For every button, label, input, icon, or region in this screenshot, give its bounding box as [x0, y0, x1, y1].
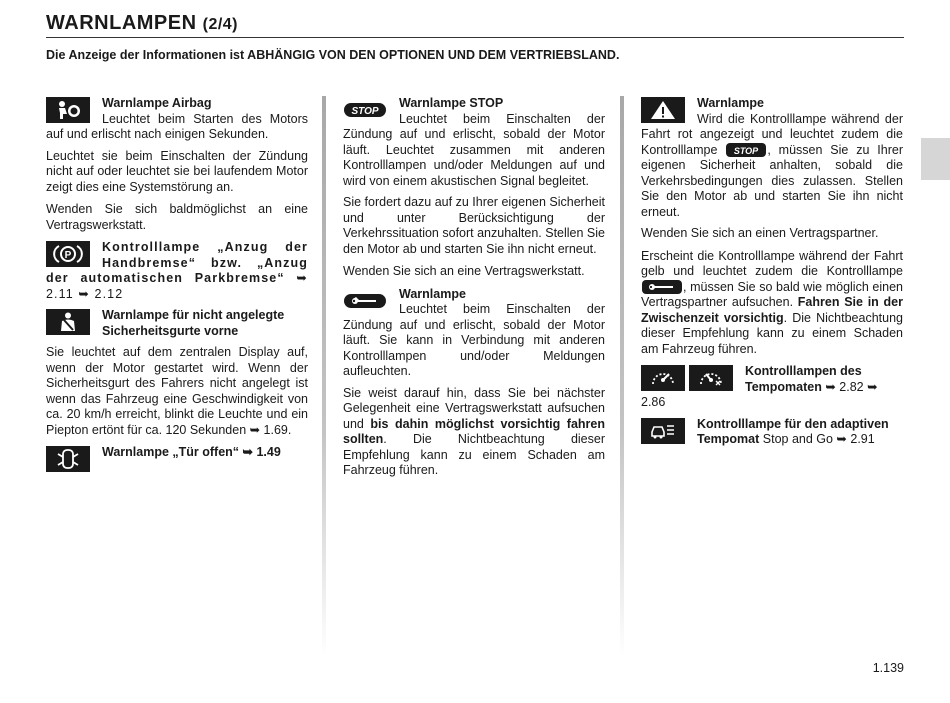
- door-open-icon: [46, 446, 90, 472]
- page-title: WARNLAMPEN (2/4): [46, 12, 239, 34]
- stop-text-1: Leuchtet beim Einschalten der Zündung auf und erlischt, sobald der Motor läuft. Leuchtet zusammen mit anderen Kontrolllampen und/oder Meldungen auf und wird von einem akustischen Signal begleitet.: [343, 111, 605, 188]
- airbag-text-2: Leuchtet sie beim Einschalten der Zündung nicht auf oder leuchtet sie bei laufendem Motor zeigt dies eine Systemstörung an.: [46, 148, 308, 194]
- column-2: [343, 96, 605, 486]
- warning-text-2: Wenden Sie sich an einen Vertragspartner.: [641, 226, 879, 240]
- entry-airbag: [46, 96, 308, 143]
- handbrake-title: Kontrolllampe „Anzug der Handbremse“ bzw. „Anzug der automatischen Parkbremse“: [46, 240, 308, 285]
- column-separator-2: [620, 96, 624, 656]
- warning-text-1: Wird die Kontrolllampe während der Fahrt rot angezeigt und leuchtet zudem die Kontrolllampe STOP , müssen Sie zu Ihrer eigenen Sicherheit anhalten, sobald die Verkehrsbedingungen dies zulassen. Stellen Sie den Motor ab und starten Sie ihn nicht erneut.: [641, 111, 903, 219]
- entry-service: [343, 287, 605, 380]
- service-text-1: Leuchtet beim Einschalten der Zündung auf und erlischt, sobald der Motor läuft. Sie kann in Verbindung mit anderen Kontrolllampen und/oder Meldungen aufleuchten.: [343, 302, 605, 378]
- title-rule: [46, 37, 904, 38]
- stop-text-3: Wenden Sie sich an eine Vertragswerkstatt.: [343, 264, 585, 278]
- seatbelt-text: Sie leuchtet auf dem zentralen Display auf, wenn der Motor gestartet wird. Wenn der Sicherheitsgurt des Fahrers nicht angelegt ist wenn das Fahrzeug eine Geschwindigkeit von ca. 20 km/h erreicht, blinkt die Leuchte und ein Piepton ertönt für ca. 120 Sekunden ➥ 1.69.: [46, 345, 308, 437]
- cruise-ref: ➥ 2.82 ➥ 2.86: [641, 379, 878, 409]
- service-title: Warnlampe: [399, 286, 466, 301]
- page-title-part: (2/4): [202, 16, 239, 33]
- svg-text:P: P: [64, 250, 72, 261]
- entry-cruise: [641, 364, 903, 411]
- door-ref: ➥ 1.49: [242, 445, 281, 459]
- entry-stop: [343, 96, 605, 189]
- warning-title: Warnlampe: [697, 96, 764, 110]
- warning-triangle-icon: [641, 97, 685, 123]
- page-number: 1.139: [872, 661, 904, 675]
- acc-title: Kontrolllampe für den adaptiven Tempomat: [697, 416, 889, 446]
- entry-warning: [641, 96, 903, 220]
- svg-text:STOP: STOP: [734, 146, 759, 157]
- handbrake-ref: ➥ 2.11 ➥ 2.12: [46, 271, 308, 301]
- entry-handbrake: [46, 240, 308, 302]
- airbag-title: Warnlampe Airbag: [102, 96, 212, 110]
- acc-ref: ➥ 2.91: [836, 432, 875, 446]
- speed-limiter-icon: [689, 365, 733, 391]
- airbag-text-3: Wenden Sie sich baldmöglichst an eine Vertragswerkstatt.: [46, 202, 308, 232]
- entry-door: [46, 445, 308, 474]
- airbag-text-1: Leuchtet beim Starten des Motors auf und erlischt nach einigen Sekunden.: [46, 111, 308, 141]
- seatbelt-title: Warnlampe für nicht angelegte Sicherheitsgurte vorne: [102, 308, 285, 338]
- warning-text-3: Erscheint die Kontrolllampe während der Fahrt gelb und leuchtet zudem die Kontrolllampe , müssen Sie so bald wie möglich einen Vertragspartner aufsuchen. Fahren Sie in der Zwischenzeit vorsichtig. Die Nichtbeachtung dieser Empfehlung kann zu einem Schaden am Fahrzeug führen.: [641, 248, 904, 356]
- wrench-inline-icon: [642, 280, 682, 294]
- service-text-2: Sie weist darauf hin, dass Sie bei nächster Gelegenheit eine Vertragswerkstatt aufsuchen und bis dahin möglichst vorsichtig fahren sollten. Die Nichtbeachtung dieser Empfehlung kann zu einem Schaden am Fahrzeug führen.: [343, 385, 605, 477]
- chapter-tab: [921, 138, 950, 180]
- airbag-warning-icon: [46, 97, 90, 123]
- parking-brake-icon: [46, 241, 90, 267]
- entry-seatbelt: [46, 308, 308, 339]
- column-1: [46, 96, 308, 480]
- wrench-icon: [343, 288, 387, 314]
- stop-title: Warnlampe STOP: [399, 96, 504, 110]
- stop-icon-text: STOP: [351, 106, 379, 117]
- seatbelt-icon: [46, 309, 90, 335]
- cruise-title: Kontrolllampen des Tempomaten: [745, 364, 862, 394]
- stop-text-2: Sie fordert dazu auf zu Ihrer eigenen Sicherheit und unter Berücksichtigung der Verkehrssituation sofort anzuhalten. Stellen Sie den Motor ab und starten Sie ihn nicht erneut.: [343, 195, 605, 256]
- door-title: Warnlampe „Tür offen“: [102, 445, 240, 459]
- column-separator-1: [322, 96, 326, 656]
- entry-acc: [641, 417, 903, 448]
- stop-icon: [343, 97, 387, 123]
- cruise-control-icon: [641, 365, 685, 391]
- stop-inline-icon: [726, 143, 766, 157]
- acc-title-suffix: Stop and Go: [759, 432, 837, 446]
- page-subtitle: Die Anzeige der Informationen ist ABHÄNGIG VON DEN OPTIONEN UND DEM VERTRIEBSLAND.: [46, 48, 620, 62]
- column-3: [641, 96, 903, 454]
- adaptive-cruise-icon: [641, 418, 685, 444]
